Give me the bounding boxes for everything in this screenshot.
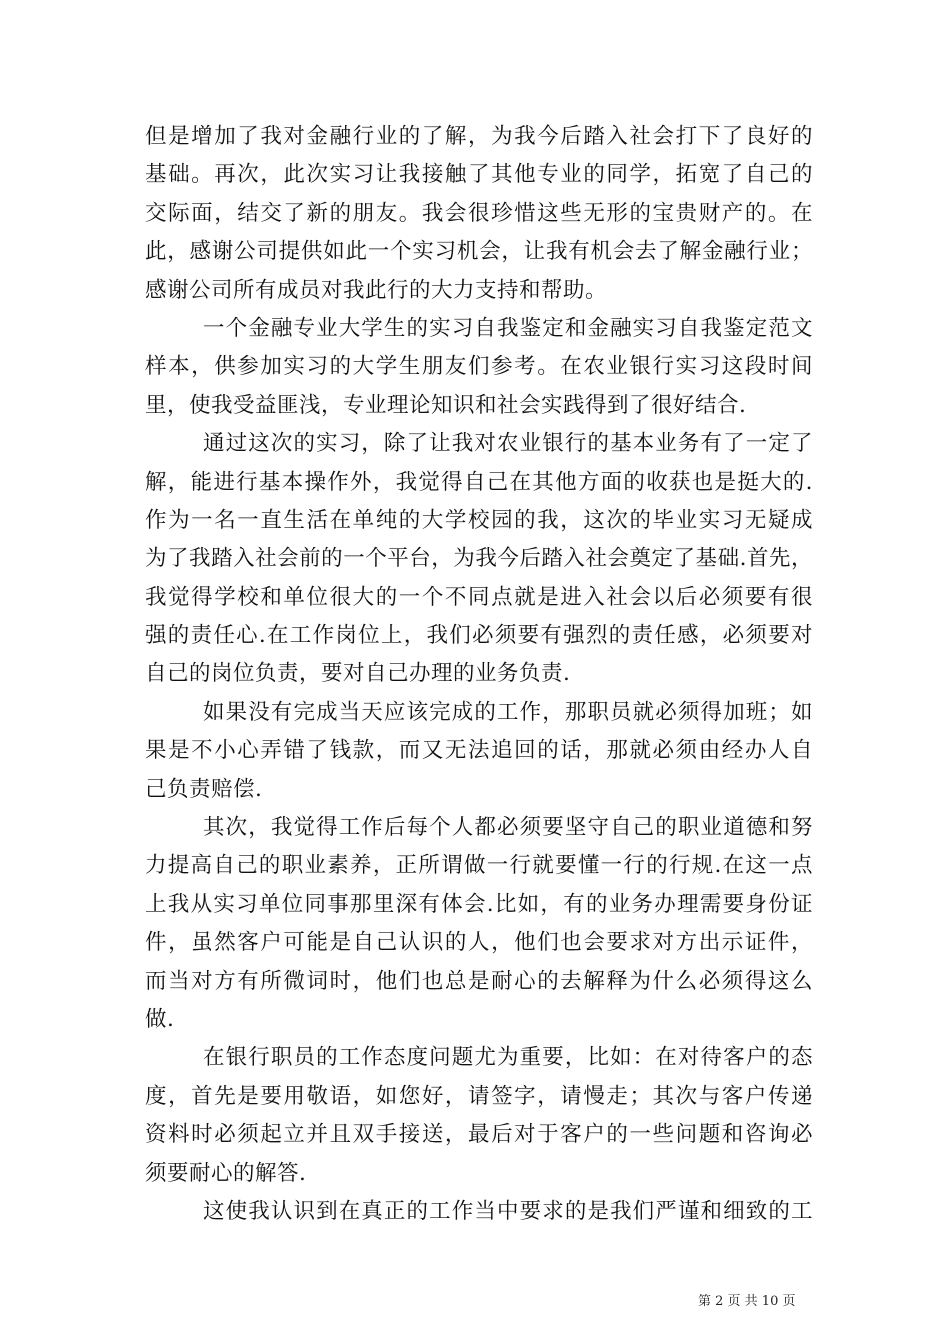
text-line: 力提高自己的职业素养，正所谓做一行就要懂一行的行规.在这一点 [145,853,813,879]
text-line: 一个金融专业大学生的实习自我鉴定和金融实习自我鉴定范文 [203,315,813,341]
text-line: 在银行职员的工作态度问题尤为重要，比如：在对待客户的态 [203,1045,813,1071]
text-line: 须要耐心的解答. [145,1160,307,1186]
paragraph [145,809,813,1039]
text-line: 上我从实习单位同事那里深有体会.比如，有的业务办理需要身份证 [145,891,813,917]
text-line: 我觉得学校和单位很大的一个不同点就是进入社会以后必须要有很 [145,584,813,610]
text-line: 为了我踏入社会前的一个平台，为我今后踏入社会奠定了基础.首先， [145,546,813,572]
text-line: 作为一名一直生活在单纯的大学校园的我，这次的毕业实习无疑成 [145,507,813,533]
text-line: 其次，我觉得工作后每个人都必须要坚守自己的职业道德和努 [203,815,813,841]
text-line: 这使我认识到在真正的工作当中要求的是我们严谨和细致的工 [203,1198,813,1224]
text-line: 强的责任心.在工作岗位上，我们必须要有强烈的责任感，必须要对 [145,623,813,649]
text-line: 里，使我受益匪浅，专业理论知识和社会实践得到了很好结合. [145,392,747,418]
text-line: 如果没有完成当天应该完成的工作，那职员就必须得加班；如 [203,699,813,725]
text-line: 但是增加了我对金融行业的了解，为我今后踏入社会打下了良好的 [145,124,813,149]
text-line: 而当对方有所微词时，他们也总是耐心的去解释为什么必须得这么 [145,968,813,994]
paragraph [145,694,813,809]
paragraph [145,1193,813,1231]
paragraph [145,425,813,694]
text-line: 资料时必须起立并且双手接送，最后对于客户的一些问题和咨询必 [145,1122,813,1148]
page-number-footer: 第 2 页 共 10 页 [698,1294,796,1309]
text-line: 交际面，结交了新的朋友。我会很珍惜这些无形的宝贵财产的。在 [145,200,813,226]
text-line: 解，能进行基本操作外，我觉得自己在其他方面的收获也是挺大的. [145,469,813,495]
text-line: 件，虽然客户可能是自己认识的人，他们也会要求对方出示证件， [145,930,813,956]
text-line: 感谢公司所有成员对我此行的大力支持和帮助。 [145,277,608,303]
text-line: 度，首先是要用敬语，如您好，请签字，请慢走；其次与客户传递 [145,1083,813,1109]
paragraph [145,1039,813,1193]
text-line: 做. [145,1006,175,1032]
text-line: 此，感谢公司提供如此一个实习机会，让我有机会去了解金融行业； [145,239,813,265]
text-line: 基础。再次，此次实习让我接触了其他专业的同学，拓宽了自己的 [145,162,813,188]
text-line: 己负责赔偿. [145,776,263,802]
text-line: 自己的岗位负责，要对自己办理的业务负责. [145,661,571,687]
text-line: 果是不小心弄错了钱款，而又无法追回的话，那就必须由经办人自 [145,738,813,764]
paragraph [145,118,813,310]
text-line: 样本，供参加实习的大学生朋友们参考。在农业银行实习这段时间 [145,354,813,380]
text-line: 通过这次的实习，除了让我对农业银行的基本业务有了一定了 [203,431,813,457]
document-body [145,118,813,1231]
paragraph [145,310,813,425]
